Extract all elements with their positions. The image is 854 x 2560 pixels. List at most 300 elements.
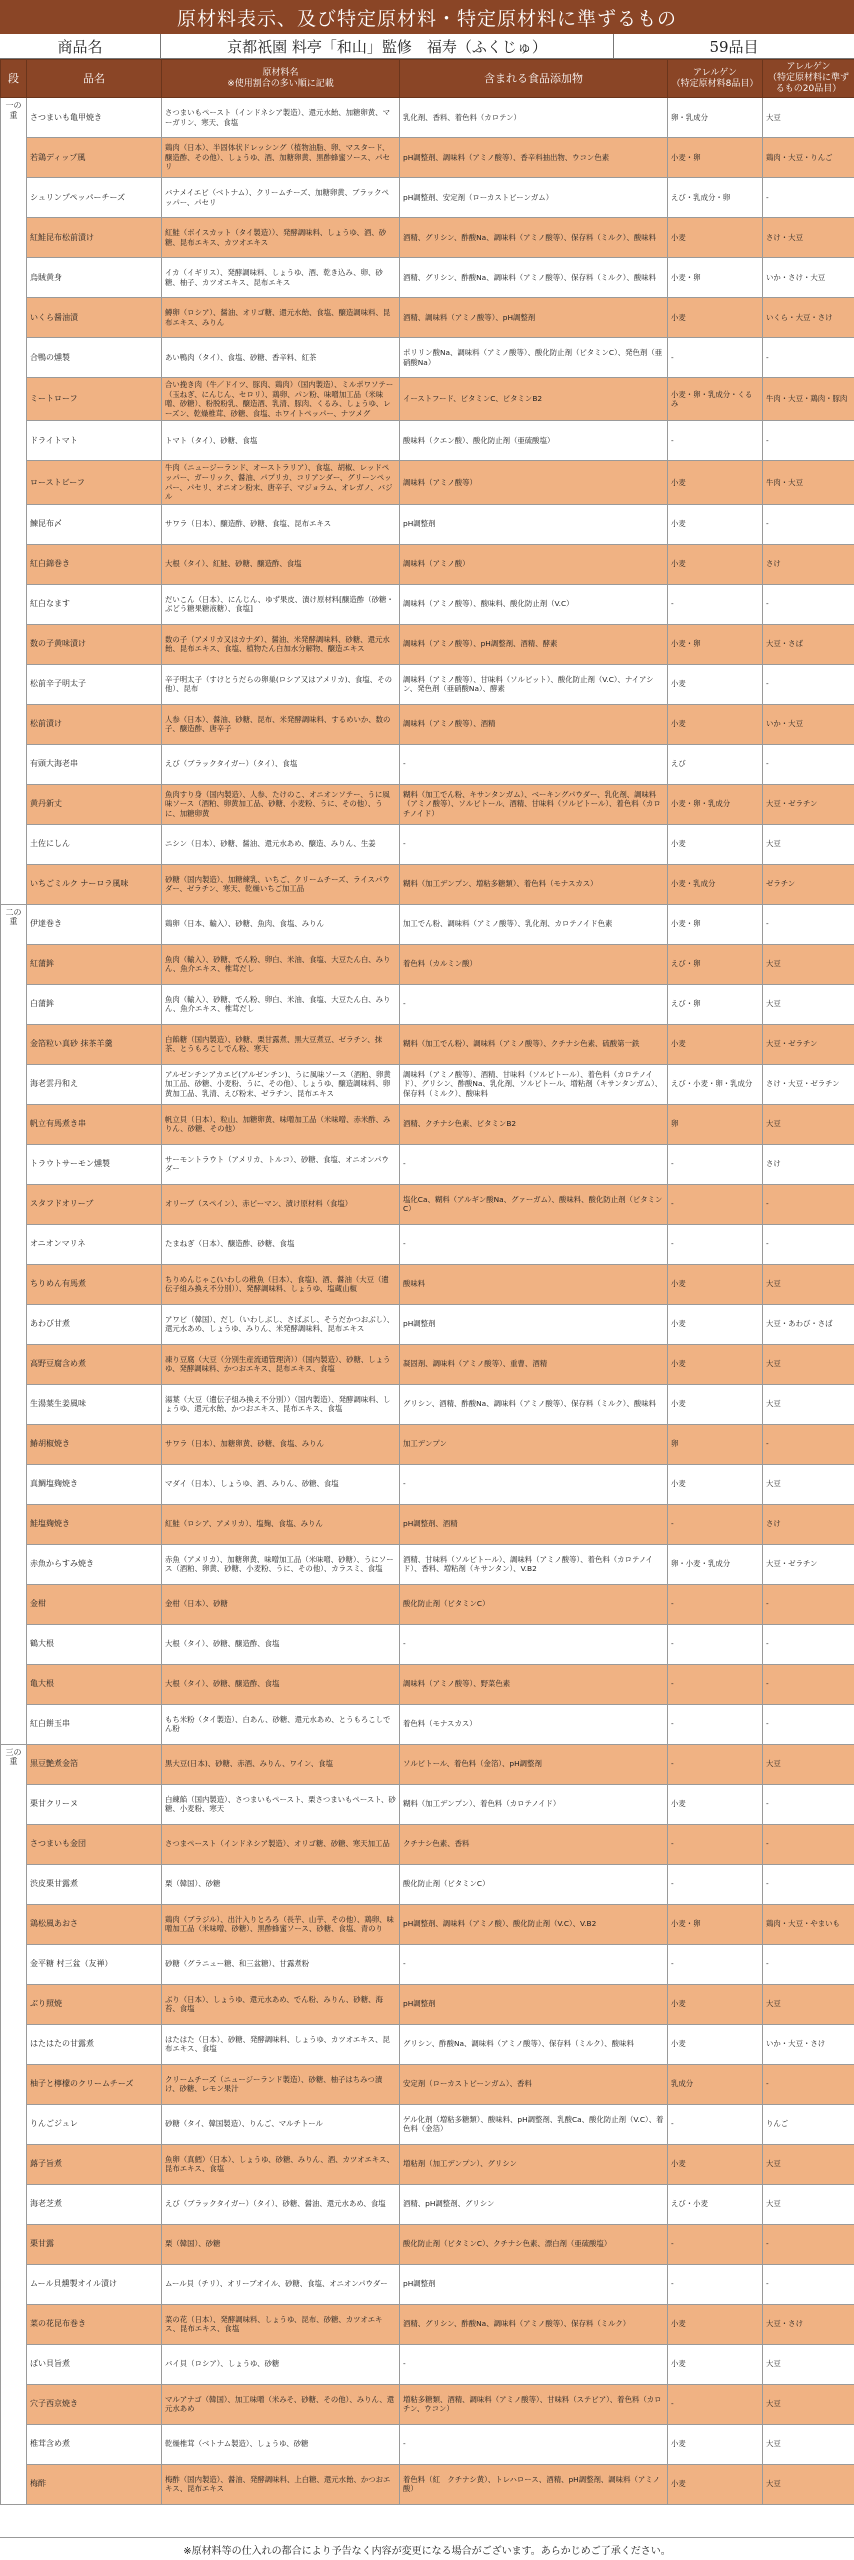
item-allergen-major: -: [668, 2384, 763, 2424]
item-allergen-minor: -: [763, 1664, 854, 1704]
item-allergen-minor: -: [763, 178, 854, 218]
item-allergen-minor: -: [763, 421, 854, 461]
item-additives: -: [400, 2424, 668, 2464]
ingredients-table: [0, 59, 854, 2505]
item-raw-materials: もち米粉（タイ製造）、白あん、砂糖、還元水あめ、とうもろこしでん粉: [162, 1704, 400, 1744]
item-allergen-minor: -: [763, 1224, 854, 1264]
item-additives: 加工でん粉、調味料（アミノ酸等）、乳化剤、カロテノイド色素: [400, 904, 668, 944]
item-allergen-minor: -: [763, 1944, 854, 1984]
item-name: 生湯葉生姜風味: [27, 1384, 162, 1424]
table-row: [1, 2144, 854, 2184]
item-raw-materials: サーモントラウト（アメリカ、トルコ）、砂糖、食塩、オニオンパウダー: [162, 1144, 400, 1184]
item-allergen-minor: 大豆: [763, 824, 854, 864]
footnote: ※原材料等の仕入れの都合により予告なく内容が変更になる場合がございます。あらかじめご了承ください。: [0, 2537, 854, 2560]
item-raw-materials: アワビ（韓国）、だし（いわしぶし、さばぶし、そうだかつおぶし）、還元水あめ、しょうゆ、みりん、米発酵調味料、昆布エキス: [162, 1304, 400, 1344]
table-row: [1, 544, 854, 584]
item-allergen-minor: 大豆・ゼラチン: [763, 784, 854, 824]
item-additives: -: [400, 984, 668, 1024]
product-name: 京都祇園 料亭「和山」監修 福寿（ふくじゅ）: [161, 34, 614, 58]
table-row: [1, 1424, 854, 1464]
item-allergen-major: 小麦: [668, 2304, 763, 2344]
table-row: [1, 1344, 854, 1384]
item-allergen-minor: いか・大豆・さけ: [763, 2024, 854, 2064]
table-row: [1, 1304, 854, 1344]
section-label: 二の重: [1, 904, 27, 1744]
item-raw-materials: 数の子（アメリカ又はカナダ）、醤油、米発酵調味料、砂糖、還元水飴、昆布エキス、食塩、植物たん白加水分解物、醸造エキス: [162, 624, 400, 664]
item-allergen-major: 小麦・卵: [668, 138, 763, 178]
item-additives: 調味料（アミノ酸等）、甘味料（ソルビット）、酸化防止剤（V.C）、ナイアシン、発色剤（亜硝酸Na）、酵素: [400, 664, 668, 704]
item-allergen-major: えび・小麦: [668, 2184, 763, 2224]
item-allergen-minor: -: [763, 1424, 854, 1464]
item-additives: 調味料（アミノ酸等）: [400, 461, 668, 504]
item-raw-materials: 白練餡（国内製造）、さつまいもペースト、栗さつまいもペースト、砂糖、小麦粉、寒天: [162, 1784, 400, 1824]
item-additives: 酸味料（クエン酸）、酸化防止剤（亜硫酸塩）: [400, 421, 668, 461]
table-row: [1, 744, 854, 784]
table-row: [1, 1944, 854, 1984]
item-name: 海老雲丹和え: [27, 1064, 162, 1104]
table-row: [1, 864, 854, 904]
table-row: [1, 1904, 854, 1944]
item-name: 伊達巻き: [27, 904, 162, 944]
item-allergen-minor: 大豆: [763, 1104, 854, 1144]
item-additives: 乳化剤、香料、着色料（カロテン）: [400, 98, 668, 138]
item-allergen-major: -: [668, 1704, 763, 1744]
item-allergen-minor: -: [763, 1864, 854, 1904]
item-allergen-major: -: [668, 338, 763, 378]
item-raw-materials: 紅鮭（ロシア、アメリカ）、塩麹、食塩、みりん: [162, 1504, 400, 1544]
section-label: 一の重: [1, 98, 27, 905]
product-count: 59品目: [709, 37, 759, 56]
item-allergen-major: -: [668, 1224, 763, 1264]
item-allergen-minor: 大豆: [763, 2184, 854, 2224]
item-name: ミートローフ: [27, 378, 162, 421]
item-name: 紅蒲鉾: [27, 944, 162, 984]
product-label: 商品名: [0, 34, 161, 58]
item-allergen-major: -: [668, 584, 763, 624]
item-allergen-minor: -: [763, 1624, 854, 1664]
item-allergen-major: 小麦: [668, 504, 763, 544]
table-row: [1, 1144, 854, 1184]
item-allergen-minor: 大豆: [763, 1744, 854, 1784]
item-name: トラウトサーモン燻製: [27, 1144, 162, 1184]
item-raw-materials: 乾燥椎茸（ベトナム製造）、しょうゆ、砂糖: [162, 2424, 400, 2464]
table-row: [1, 1104, 854, 1144]
item-additives: pH調整剤、酒精: [400, 1504, 668, 1544]
item-additives: 酸化防止剤（ビタミンC）: [400, 1584, 668, 1624]
item-additives: 加工デンプン: [400, 1424, 668, 1464]
table-row: [1, 421, 854, 461]
item-raw-materials: はたはた（日本）、砂糖、発酵調味料、しょうゆ、カツオエキス、昆布エキス、食塩: [162, 2024, 400, 2064]
item-additives: 酒精、グリシン、酢酸Na、調味料（アミノ酸等）、保存料（ミルク）、酸味料: [400, 218, 668, 258]
section-label: 三の重: [1, 1744, 27, 2504]
item-raw-materials: 金柑（日本）、砂糖: [162, 1584, 400, 1624]
item-raw-materials: 大根（タイ）、紅鮭、砂糖、醸造酢、食塩: [162, 544, 400, 584]
item-allergen-major: 小麦・卵・乳成分・くるみ: [668, 378, 763, 421]
item-allergen-major: 小麦・卵: [668, 904, 763, 944]
item-raw-materials: ムール貝（チリ）、オリーブオイル、砂糖、食塩、オニオンパウダー: [162, 2264, 400, 2304]
item-allergen-minor: 大豆・あわび・さば: [763, 1304, 854, 1344]
item-raw-materials: 砂糖（国内製造）、加糖練乳、いちご、クリームチーズ、ライスパウダー、ゼラチン、寒天、乾燥いちご加工品: [162, 864, 400, 904]
item-allergen-minor: さけ: [763, 1144, 854, 1184]
item-raw-materials: 辛子明太子（すけとうだらの卵巣(ロシア又はアメリカ)、食塩、その他）、昆布: [162, 664, 400, 704]
item-allergen-major: えび: [668, 744, 763, 784]
item-allergen-major: 小麦・卵・乳成分: [668, 784, 763, 824]
item-additives: 増粘多糖類、酒精、調味料（アミノ酸等）、甘味料（ステビア）、着色料（カロチン、ウコン）: [400, 2384, 668, 2424]
item-allergen-major: 小麦: [668, 1264, 763, 1304]
item-allergen-major: 小麦: [668, 2024, 763, 2064]
table-row: [1, 2384, 854, 2424]
item-raw-materials: バイ貝（ロシア）、しょうゆ、砂糖: [162, 2344, 400, 2384]
item-additives: pH調整剤: [400, 2264, 668, 2304]
item-additives: -: [400, 1224, 668, 1264]
item-additives: -: [400, 2344, 668, 2384]
item-allergen-minor: さけ・大豆・ゼラチン: [763, 1064, 854, 1104]
item-additives: ゲル化剤（増粘多糖類）、酸味料、pH調整剤、乳酸Ca、酸化防止剤（V.C）、着色料（金箔）: [400, 2104, 668, 2144]
table-header-row: [1, 60, 854, 98]
item-allergen-minor: 大豆: [763, 2144, 854, 2184]
item-allergen-minor: -: [763, 1704, 854, 1744]
item-name: 真鯛塩麹焼き: [27, 1464, 162, 1504]
item-name: 松前辛子明太子: [27, 664, 162, 704]
item-allergen-major: 小麦: [668, 824, 763, 864]
item-additives: -: [400, 1464, 668, 1504]
item-raw-materials: ニシン（日本）、砂糖、醤油、還元水あめ、醸造、みりん、生姜: [162, 824, 400, 864]
item-allergen-major: 卵: [668, 1104, 763, 1144]
item-raw-materials: 大根（タイ）、砂糖、醸造酢、食塩: [162, 1624, 400, 1664]
item-allergen-minor: -: [763, 2264, 854, 2304]
item-allergen-minor: -: [763, 584, 854, 624]
table-row: [1, 2224, 854, 2264]
item-allergen-major: 小麦: [668, 2424, 763, 2464]
item-name: 烏賊黄身: [27, 258, 162, 298]
item-name: 柚子と檸檬のクリームチーズ: [27, 2064, 162, 2104]
item-allergen-major: えび・卵: [668, 984, 763, 1024]
item-raw-materials: 魚肉すり身（国内製造）、人参、たけのこ、オニオンソテー、うに風味ソース（酒粕、卵黄加工品、砂糖、小麦粉、うに、その他）、うに、加糖卵黄: [162, 784, 400, 824]
item-allergen-minor: 牛肉・大豆・鶏肉・豚肉: [763, 378, 854, 421]
item-allergen-minor: さけ・大豆: [763, 218, 854, 258]
item-raw-materials: ちりめんじゃこ(いわしの稚魚（日本）、食塩)、酒、醤油（大豆（遺伝子組み換え不分別））、発酵調味料、しょうゆ、塩蔵山椒: [162, 1264, 400, 1304]
table-row: [1, 984, 854, 1024]
item-name: オニオンマリネ: [27, 1224, 162, 1264]
item-allergen-major: -: [668, 1144, 763, 1184]
item-raw-materials: バナメイエビ（ベトナム）、クリームチーズ、加糖卵黄、ブラックペッパー、パセリ: [162, 178, 400, 218]
item-name: 黄丹新丈: [27, 784, 162, 824]
item-allergen-minor: -: [763, 1784, 854, 1824]
item-raw-materials: 栗（韓国）、砂糖: [162, 2224, 400, 2264]
item-allergen-minor: 大豆: [763, 98, 854, 138]
item-additives: 調味料（アミノ酸等）、pH調整剤、酒精、酵素: [400, 624, 668, 664]
table-row: [1, 2024, 854, 2064]
item-name: 紅白なます: [27, 584, 162, 624]
item-name: ばい貝旨煮: [27, 2344, 162, 2384]
table-row: [1, 461, 854, 504]
item-raw-materials: 梅酢（国内製造）、醤油、発酵調味料、上白糖、還元水飴、かつおエキス、昆布エキス: [162, 2464, 400, 2504]
table-row: [1, 584, 854, 624]
item-allergen-minor: いか・さけ・大豆: [763, 258, 854, 298]
item-additives: 酒精、グリシン、酢酸Na、調味料（アミノ酸等）、保存料（ミルク）: [400, 2304, 668, 2344]
item-allergen-major: 小麦: [668, 1464, 763, 1504]
item-additives: 酒精、調味料（アミノ酸等）、pH調整剤: [400, 298, 668, 338]
item-raw-materials: 魚肉（輸入）、砂糖、でん粉、卵白、米油、食塩、大豆たん白、みりん、魚介エキス、椎茸だし: [162, 984, 400, 1024]
table-row: [1, 98, 854, 138]
item-additives: 酸味料: [400, 1264, 668, 1304]
item-raw-materials: マダイ（日本）、しょうゆ、酒、みりん、砂糖、食塩: [162, 1464, 400, 1504]
item-allergen-minor: いくら・大豆・さけ: [763, 298, 854, 338]
item-allergen-minor: -: [763, 1184, 854, 1224]
table-row: [1, 1744, 854, 1784]
item-allergen-minor: -: [763, 2064, 854, 2104]
item-name: 金箔粒い真砂 抹茶羊羹: [27, 1024, 162, 1064]
item-name: 亀大根: [27, 1664, 162, 1704]
header-raw-note: ※使用割合の多い順に記載: [227, 78, 334, 89]
item-name: 蕗子旨煮: [27, 2144, 162, 2184]
item-raw-materials: さつまいもペースト（インドネシア製造）、還元水飴、加糖卵黄、マーガリン、寒天、食塩: [162, 98, 400, 138]
item-name: 菜の花昆布巻き: [27, 2304, 162, 2344]
header-name: 品名: [27, 60, 162, 98]
table-row: [1, 624, 854, 664]
item-allergen-minor: 牛肉・大豆: [763, 461, 854, 504]
item-allergen-minor: -: [763, 744, 854, 784]
item-name: 土佐にしん: [27, 824, 162, 864]
item-allergen-major: -: [668, 1624, 763, 1664]
item-additives: 着色料（紅 クチナシ黄）、トレハロース、酒精、pH調整剤、調味料（アミノ酸）: [400, 2464, 668, 2504]
item-allergen-minor: さけ: [763, 544, 854, 584]
item-additives: 酸化防止剤（ビタミンC）: [400, 1864, 668, 1904]
table-row: [1, 1544, 854, 1584]
item-name: 帆立有馬煮き串: [27, 1104, 162, 1144]
item-allergen-major: えび・小麦・卵・乳成分: [668, 1064, 763, 1104]
table-row: [1, 1224, 854, 1264]
item-additives: 調味料（アミノ酸）: [400, 544, 668, 584]
table-row: [1, 378, 854, 421]
item-name: 紅白錦巻き: [27, 544, 162, 584]
item-allergen-minor: 大豆: [763, 1984, 854, 2024]
item-additives: 酒精、甘味料（ソルビトール）、調味料（アミノ酸等）、着色料（カロテノイド）、香料、増粘剤（キサンタン）、V.B2: [400, 1544, 668, 1584]
item-additives: -: [400, 1144, 668, 1184]
item-additives: ソルビトール、着色料（金箔）、pH調整剤: [400, 1744, 668, 1784]
item-additives: グリシン、酢酸Na、調味料（アミノ酸等）、保存料（ミルク）、酸味料: [400, 2024, 668, 2064]
item-allergen-major: えび・乳成分・卵: [668, 178, 763, 218]
table-row: [1, 2264, 854, 2304]
item-raw-materials: サワラ（日本）、醸造酢、砂糖、食塩、昆布エキス: [162, 504, 400, 544]
item-additives: グリシン、酒精、酢酸Na、調味料（アミノ酸等）、保存料（ミルク）、酸味料: [400, 1384, 668, 1424]
item-additives: 増粘剤（加工デンプン）、グリシン: [400, 2144, 668, 2184]
item-allergen-major: えび・卵: [668, 944, 763, 984]
item-raw-materials: マルアナゴ（韓国）、加工味噌（米みそ、砂糖、その他）、みりん、還元水あめ: [162, 2384, 400, 2424]
item-name: 鶏松風あおさ: [27, 1904, 162, 1944]
item-allergen-minor: -: [763, 904, 854, 944]
product-row: [0, 34, 854, 59]
item-raw-materials: 黒大豆(日本)、砂糖、赤酒、みりん、ワイン、食塩: [162, 1744, 400, 1784]
item-raw-materials: 魚肉（輸入）、砂糖、でん粉、卵白、米油、食塩、大豆たん白、みりん、魚介エキス、椎茸だし: [162, 944, 400, 984]
item-allergen-major: 卵・小麦・乳成分: [668, 1544, 763, 1584]
table-row: [1, 1624, 854, 1664]
item-additives: 調味料（アミノ酸等）、酒精、甘味料（ソルビトール）、着色料（カロテノイド）、グリシン、酢酸Na、乳化剤、ソルビトール、増粘剤（キサンタンガム）、保存料（ミルク）、酸味料: [400, 1064, 668, 1104]
item-name: 合鴨の燻製: [27, 338, 162, 378]
item-additives: 安定剤（ローカストビーンガム）、香料: [400, 2064, 668, 2104]
table-row: [1, 1024, 854, 1064]
table-row: [1, 1784, 854, 1824]
item-name: 海老芝煮: [27, 2184, 162, 2224]
item-raw-materials: クリームチーズ（ニュージーランド製造）、砂糖、柚子はちみつ漬け、砂糖、レモン果汁: [162, 2064, 400, 2104]
item-name: 栗甘露: [27, 2224, 162, 2264]
item-allergen-major: -: [668, 1864, 763, 1904]
item-raw-materials: 合い挽き肉（牛／ドイツ、豚肉、鶏肉）（国内製造）、ミルポワソテー（玉ねぎ、にんじん、セロリ）、鶏卵、パン粉、味噌加工品（米味噌、砂糖）、粉脱粉乳、醸造酒、乳清、豚肉、くるみ、しょうゆ、レーズン、乾燥椎茸、砂糖、食塩、ホワイトペッパー、ナツメグ: [162, 378, 400, 421]
table-row: [1, 1824, 854, 1864]
item-allergen-major: 小麦: [668, 1304, 763, 1344]
item-allergen-minor: -: [763, 1584, 854, 1624]
item-allergen-major: -: [668, 1664, 763, 1704]
table-row: [1, 1384, 854, 1424]
page-title: 原材料表示、及び特定原材料・特定原材料に準ずるもの: [0, 0, 854, 34]
item-name: 鮭塩麹焼き: [27, 1504, 162, 1544]
item-additives: ポリリン酸Na、調味料（アミノ酸等）、酸化防止剤（ビタミンC）、発色剤（亜硝酸Na）: [400, 338, 668, 378]
header-allergen2-note: （特定原材料に準ずるもの20品目）: [767, 73, 849, 94]
item-additives: 調味料（アミノ酸等）、酸味料、酸化防止剤（V.C）: [400, 584, 668, 624]
table-row: [1, 504, 854, 544]
item-raw-materials: 鱒卵（ロシア）、醤油、オリゴ糖、還元水飴、食塩、醸造調味料、昆布エキス、みりん: [162, 298, 400, 338]
item-additives: -: [400, 1624, 668, 1664]
item-allergen-major: 小麦: [668, 2344, 763, 2384]
item-allergen-minor: -: [763, 1824, 854, 1864]
table-row: [1, 298, 854, 338]
item-additives: 糊料（加工でん粉、キサンタンガム）、ベーキングパウダー、乳化剤、調味料（アミノ酸等）、ソルビトール、酒精、甘味料（ソルビトール）、着色料（カロチノイド）: [400, 784, 668, 824]
item-additives: 着色料（カルミン酸）: [400, 944, 668, 984]
item-allergen-minor: -: [763, 2224, 854, 2264]
header-raw: [162, 60, 400, 98]
table-row: [1, 944, 854, 984]
item-allergen-major: -: [668, 1184, 763, 1224]
item-name: 白蒲鉾: [27, 984, 162, 1024]
item-raw-materials: あい鴨肉（タイ）、食塩、砂糖、香辛料、紅茶: [162, 338, 400, 378]
item-allergen-minor: 大豆: [763, 944, 854, 984]
table-row: [1, 2424, 854, 2464]
item-allergen-major: 小麦: [668, 298, 763, 338]
header-allergen: [668, 60, 763, 98]
item-name: 金柑: [27, 1584, 162, 1624]
table-row: [1, 904, 854, 944]
item-additives: -: [400, 744, 668, 784]
item-name: りんごジュレ: [27, 2104, 162, 2144]
item-raw-materials: 鶏卵（日本、輸入）、砂糖、魚肉、食塩、みりん: [162, 904, 400, 944]
item-raw-materials: たまねぎ（日本）、醸造酢、砂糖、食塩: [162, 1224, 400, 1264]
item-allergen-major: 卵・乳成分: [668, 98, 763, 138]
item-allergen-major: -: [668, 2224, 763, 2264]
table-row: [1, 1464, 854, 1504]
table-row: [1, 1584, 854, 1624]
item-raw-materials: 凍り豆腐（大豆（分別生産流通管理済））（国内製造）、砂糖、しょうゆ、発酵調味料、かつおエキス、昆布エキス、食塩: [162, 1344, 400, 1384]
table-row: [1, 2304, 854, 2344]
item-allergen-minor: -: [763, 338, 854, 378]
item-allergen-major: -: [668, 1744, 763, 1784]
item-allergen-minor: 大豆: [763, 2384, 854, 2424]
item-additives: 糊料（加工デンプン、増粘多糖類）、着色料（モナスカス）: [400, 864, 668, 904]
table-row: [1, 2184, 854, 2224]
table-row: [1, 1664, 854, 1704]
item-raw-materials: 栗（韓国）、砂糖: [162, 1864, 400, 1904]
item-allergen-minor: 大豆・ゼラチン: [763, 1024, 854, 1064]
item-name: 金平糖 村三盆（友禅）: [27, 1944, 162, 1984]
item-name: 鰆胡椒焼き: [27, 1424, 162, 1464]
item-raw-materials: 牛肉（ニュージーランド、オーストラリア）、食塩、胡椒、レッドペッパー、ガーリック、醤油、パプリカ、コリアンダー、グリーンペッパー、パセリ、オニオン粉末、唐辛子、マジョラム、オレガノ、バジル: [162, 461, 400, 504]
item-raw-materials: 人参（日本）、醤油、砂糖、昆布、米発酵調味料、するめいか、数の子、醸造酢、唐辛子: [162, 704, 400, 744]
item-allergen-minor: 大豆・ゼラチン: [763, 1544, 854, 1584]
item-name: スタフドオリーブ: [27, 1184, 162, 1224]
table-row: [1, 258, 854, 298]
item-name: 椎茸含め煮: [27, 2424, 162, 2464]
item-name: シュリンプペッパーチーズ: [27, 178, 162, 218]
item-allergen-major: 小麦: [668, 1344, 763, 1384]
table-row: [1, 1184, 854, 1224]
item-additives: 調味料（アミノ酸等）、野菜色素: [400, 1664, 668, 1704]
item-name: 鶴大根: [27, 1624, 162, 1664]
table-body: [1, 98, 854, 2505]
table-row: [1, 2464, 854, 2504]
item-additives: -: [400, 1944, 668, 1984]
item-additives: 凝固剤、調味料（アミノ酸等）、重曹、酒精: [400, 1344, 668, 1384]
item-additives: クチナシ色素、香料: [400, 1824, 668, 1864]
table-row: [1, 704, 854, 744]
item-raw-materials: 紅鮭（ボイスカット（タイ製造））、発酵調味料、しょうゆ、酒、砂糖、昆布エキス、カツオエキス: [162, 218, 400, 258]
table-row: [1, 138, 854, 178]
header-allergen-title: アレルゲン: [692, 67, 738, 78]
table-row: [1, 784, 854, 824]
item-raw-materials: 砂糖（タイ、韓国製造）、りんご、マルチトール: [162, 2104, 400, 2144]
item-raw-materials: イカ（イギリス）、発酵調味料、しょうゆ、酒、乾き込み、卵、砂糖、柚子、カツオエキス、昆布エキス: [162, 258, 400, 298]
item-allergen-major: 卵: [668, 1424, 763, 1464]
item-name: 松前漬け: [27, 704, 162, 744]
item-additives: pH調整剤、調味料（アミノ酸）、酸化防止剤（V.C）、V.B2: [400, 1904, 668, 1944]
item-allergen-minor: 大豆: [763, 1344, 854, 1384]
item-allergen-major: 小麦・卵: [668, 1904, 763, 1944]
item-additives: 糊料（加工でん粉）、調味料（アミノ酸等）、クチナシ色素、硫酸第一鉄: [400, 1024, 668, 1064]
header-allergen2-title: アレルゲン: [786, 62, 831, 72]
item-raw-materials: 砂糖（グラニュー糖、和三盆糖）、甘露煮粉: [162, 1944, 400, 1984]
header-dan: 段: [1, 60, 27, 98]
item-raw-materials: 湯葉（大豆（遺伝子組み換え不分別））（国内製造）、発酵調味料、しょうゆ、還元水飴、かつおエキス、昆布エキス、食塩: [162, 1384, 400, 1424]
item-name: ローストビーフ: [27, 461, 162, 504]
item-name: ドライトマト: [27, 421, 162, 461]
item-allergen-major: -: [668, 1824, 763, 1864]
header-raw-title: 原材料名: [262, 67, 299, 78]
item-allergen-minor: 鶏肉・大豆・りんご: [763, 138, 854, 178]
item-additives: pH調整剤: [400, 504, 668, 544]
table-row: [1, 1704, 854, 1744]
item-allergen-minor: 大豆: [763, 2464, 854, 2504]
table-row: [1, 2104, 854, 2144]
table-row: [1, 664, 854, 704]
item-allergen-major: 小麦・卵: [668, 624, 763, 664]
item-name: 紅白餅玉串: [27, 1704, 162, 1744]
item-allergen-minor: 大豆: [763, 1464, 854, 1504]
item-allergen-minor: 大豆: [763, 2344, 854, 2384]
item-raw-materials: 赤魚（アメリカ）、加糖卵黄、味噌加工品（米味噌、砂糖）、うにソース（酒粕、卵黄、砂糖、小麦粉、うに、その他）、カラスミ、食塩: [162, 1544, 400, 1584]
item-name: 黒豆艶煮金箔: [27, 1744, 162, 1784]
table-row: [1, 824, 854, 864]
item-name: ぶり照焼: [27, 1984, 162, 2024]
item-additives: pH調整剤: [400, 1304, 668, 1344]
item-allergen-major: 乳成分: [668, 2064, 763, 2104]
item-name: 数の子黄味漬け: [27, 624, 162, 664]
item-allergen-major: -: [668, 2264, 763, 2304]
item-allergen-major: 小麦: [668, 2144, 763, 2184]
item-name: ムール貝燻製オイル漬け: [27, 2264, 162, 2304]
table-row: [1, 1504, 854, 1544]
item-allergen-major: 小麦: [668, 2464, 763, 2504]
item-additives: pH調整剤、安定剤（ローカストビーンガム）: [400, 178, 668, 218]
item-raw-materials: 魚卵（真鱈）（日本）、しょうゆ、砂糖、みりん、酒、カツオエキス、昆布エキス、食塩: [162, 2144, 400, 2184]
item-raw-materials: 帆立貝（日本）、粒山、加糖卵黄、味噌加工品（米味噌、赤米酢、みりん、砂糖、その他）: [162, 1104, 400, 1144]
